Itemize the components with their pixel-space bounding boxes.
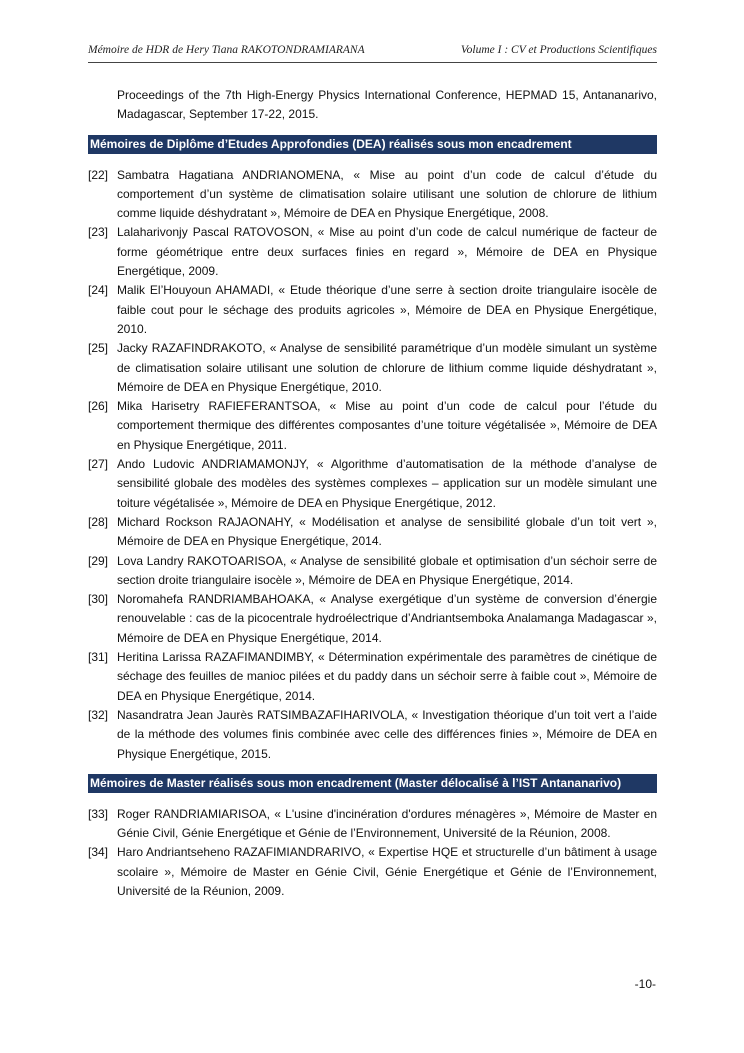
reference-number: [32] <box>88 707 109 722</box>
reference-number: [29] <box>88 553 109 568</box>
reference-number: [31] <box>88 650 109 665</box>
reference-number: [24] <box>88 283 109 298</box>
section-heading-master: Mémoires de Master réalisés sous mon encadrement (Master délocalisé à l’IST Antananarivo) <box>88 774 657 793</box>
reference-item <box>88 455 657 513</box>
reference-text: Jacky RAZAFINDRAKOTO, « Analyse de sensibilité paramétrique d’un modèle simulant un système de climatisation solaire utilisant une solution de chlorure de lithium comme liquide déshydratant », Mémoire de DEA en Physique Energétique, 2010. <box>117 341 657 394</box>
reference-text: Heritina Larissa RAZAFIMANDIMBY, « Détermination expérimentale des paramètres de cinétique de séchage des feuilles de manioc pilées et du paddy dans un séchoir serre à faible cout », Mémoire de DEA en Physique Energétique, 2014. <box>117 650 657 703</box>
reference-text: Nasandratra Jean Jaurès RATSIMBAZAFIHARIVOLA, « Investigation théorique d’un toit vert a l’aide de la méthode des volumes finis combinée avec celle des différences finies », Mémoire de DEA en Physique Energétique, 2015. <box>117 707 657 761</box>
reference-text: Lalaharivonjy Pascal RATOVOSON, « Mise au point d’un code de calcul numérique de facteur de forme géométrique entre deux surfaces finies en regard », Mémoire de DEA en Physique Energétique, 2009. <box>117 225 657 279</box>
reference-list-dea <box>88 166 657 764</box>
reference-text: Mika Harisetry RAFIEFERANTSOA, « Mise au point d’un code de calcul pour l’étude du comportement thermique des différentes composantes d’une toiture végétalisée », Mémoire de DEA en Physique Energétique, 2011. <box>117 399 657 452</box>
reference-item <box>88 166 657 224</box>
reference-text: Noromahefa RANDRIAMBAHOAKA, « Analyse exergétique d’un système de conversion d’énergie renouvelable : cas de la picocentrale hydroélectrique d’Andriantsemboka Analamanga Madagascar », Mémoire de DEA en Physique Energétique, 2014. <box>117 592 657 645</box>
reference-number: [27] <box>88 457 109 472</box>
reference-text: Malik El’Houyoun AHAMADI, « Etude théorique d’une serre à section droite triangulaire isocèle de faible cout pour le séchage des produits agricoles », Mémoire de DEA en Physique Energétique, 2010. <box>117 283 657 336</box>
reference-text: Haro Andriantseheno RAZAFIMIANDRARIVO, « Expertise HQE et structurelle d’un bâtiment à usage scolaire », Mémoire de Master en Génie Civil, Génie Energétique et Génie de l’Environnement, Université de la Réunion, 2009. <box>117 845 657 898</box>
reference-item <box>88 339 657 397</box>
reference-item <box>88 223 657 281</box>
reference-number: [28] <box>88 514 109 529</box>
reference-item <box>88 843 657 901</box>
reference-text: Michard Rockson RAJAONAHY, « Modélisation et analyse de sensibilité globale d’un toit vert », Mémoire de DEA en Physique Energétique, 2014. <box>117 514 657 549</box>
document-body <box>88 86 657 901</box>
reference-item <box>88 648 657 706</box>
reference-number: [22] <box>88 167 109 182</box>
reference-item <box>88 552 657 591</box>
reference-number: [33] <box>88 806 109 821</box>
reference-item <box>88 281 657 339</box>
page-number: -10- <box>634 977 656 991</box>
reference-item <box>88 397 657 455</box>
reference-list-master <box>88 805 657 901</box>
reference-item <box>88 805 657 844</box>
reference-item <box>88 590 657 648</box>
header-author: Mémoire de HDR de Hery Tiana RAKOTONDRAMIARANA <box>88 44 365 56</box>
reference-number: [34] <box>88 845 109 860</box>
reference-text: Roger RANDRIAMIARISOA, « L'usine d'incinération d'ordures ménagères », Mémoire de Master en Génie Civil, Génie Energétique et Génie de l’Environnement, Université de la Réunion, 2008. <box>117 806 657 841</box>
reference-number: [25] <box>88 341 109 356</box>
reference-number: [23] <box>88 225 109 240</box>
reference-text: Ando Ludovic ANDRIAMAMONJY, « Algorithme d’automatisation de la méthode d’analyse de sensibilité globale des modèles des systèmes complexes – application sur un modèle simulant une toiture végétalisée », Mémoire de DEA en Physique Energétique, 2012. <box>117 457 657 510</box>
continued-reference: Proceedings of the 7th High-Energy Physics International Conference, HEPMAD 15, Antananarivo, Madagascar, September 17-22, 2015. <box>117 88 657 122</box>
section-heading-dea: Mémoires de Diplôme d’Etudes Approfondies (DEA) réalisés sous mon encadrement <box>88 135 657 154</box>
reference-number: [30] <box>88 592 109 607</box>
reference-text: Lova Landry RAKOTOARISOA, « Analyse de sensibilité globale et optimisation d’un séchoir serre de section droite triangulaire isocèle », Mémoire de DEA en Physique Energétique, 2014. <box>117 553 657 587</box>
reference-text: Sambatra Hagatiana ANDRIANOMENA, « Mise au point d’un code de calcul d’étude du comportement d’un système de climatisation solaire utilisant une solution de chlorure de lithium comme liquide déshydratant », Mémoire de DEA en Physique Energétique, 2008. <box>117 167 657 221</box>
header-volume: Volume I : CV et Productions Scientifiques <box>460 44 657 56</box>
reference-item <box>88 513 657 552</box>
reference-item <box>88 706 657 764</box>
header-divider <box>88 62 657 63</box>
reference-number: [26] <box>88 399 109 414</box>
